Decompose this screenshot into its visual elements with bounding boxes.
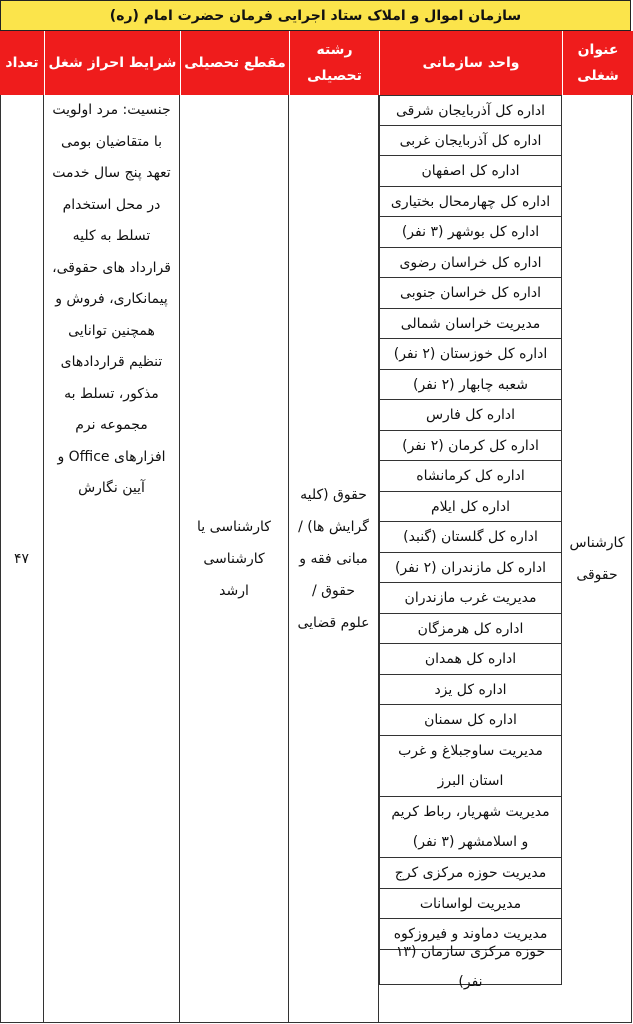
org-unit-item: مدیریت حوزه مرکزی کرج xyxy=(379,858,562,889)
job-title-cell: کارشناس حقوقی xyxy=(569,534,625,583)
org-unit-item: اداره کل گلستان (گنبد) xyxy=(379,522,562,553)
requirements-text: جنسیت: مرد اولویت با متقاضیان بومی تعهد پنج سال خدمت در محل استخدام تسلط به کلیه قرارداد های حقوقی، پیمانکاری، فروش و همچنین توانایی تنظیم قراردادهای مذکور، تسلط به مجموعه نرم افزارهای Office و آیین نگارش xyxy=(52,102,171,496)
org-unit-item: اداره کل هرمزگان xyxy=(379,614,562,644)
org-unit-item: اداره کل آذربایجان غربی xyxy=(379,126,562,156)
header-requirements: شرایط احراز شغل xyxy=(44,31,180,95)
org-unit-item: مدیریت دماوند و فیروزکوه xyxy=(379,919,562,950)
org-unit-item: اداره کل اصفهان xyxy=(379,156,562,187)
org-unit-item: حوزه مرکزی سازمان (۱۳ نفر) xyxy=(379,950,562,985)
degree-cell: کارشناسی یا کارشناسی ارشد xyxy=(180,95,289,1022)
org-unit-item: مدیریت خراسان شمالی xyxy=(379,309,562,339)
org-unit-item: اداره کل خوزستان (۲ نفر) xyxy=(379,339,562,370)
org-unit-item: اداره کل یزد xyxy=(379,675,562,705)
header-job-title: عنوان شغلی xyxy=(562,31,633,95)
org-unit-item: اداره کل ایلام xyxy=(379,492,562,522)
org-unit-item: اداره کل چهارمحال بختیاری xyxy=(379,187,562,217)
count-cell: ۴۷ xyxy=(0,95,44,1022)
org-unit-item: اداره کل خراسان جنوبی xyxy=(379,278,562,309)
org-unit-item: مدیریت لواسانات xyxy=(379,889,562,919)
org-unit-item: اداره کل خراسان رضوی xyxy=(379,248,562,278)
page-title: سازمان اموال و املاک ستاد اجرایی فرمان حضرت امام (ره) xyxy=(0,0,631,31)
org-unit-item: شعبه چابهار (۲ نفر) xyxy=(379,370,562,400)
header-major: رشته تحصیلی xyxy=(289,31,379,95)
org-unit-item: اداره کل مازندران (۲ نفر) xyxy=(379,553,562,583)
header-degree: مقطع تحصیلی xyxy=(180,31,289,95)
org-unit-item: اداره کل کرمان (۲ نفر) xyxy=(379,431,562,461)
org-unit-item: اداره کل سمنان xyxy=(379,705,562,736)
major-cell: حقوق (کلیه گرایش ها) / مبانی فقه و حقوق / علوم قضایی xyxy=(289,95,379,1022)
org-unit-item: مدیریت شهریار، رباط کریم و اسلامشهر (۳ نفر) xyxy=(379,797,562,858)
header-count: تعداد xyxy=(0,31,44,95)
org-unit-item: مدیریت غرب مازندران xyxy=(379,583,562,614)
org-unit-list xyxy=(379,95,562,990)
org-unit-item: اداره کل بوشهر (۳ نفر) xyxy=(379,217,562,248)
org-unit-item: اداره کل کرمانشاه xyxy=(379,461,562,492)
org-unit-item: اداره کل همدان xyxy=(379,644,562,675)
requirements-cell xyxy=(44,95,180,1022)
org-unit-item: اداره کل فارس xyxy=(379,400,562,431)
header-org-unit: واحد سازمانی xyxy=(379,31,562,95)
org-unit-item: مدیریت ساوجبلاغ و غرب استان البرز xyxy=(379,736,562,797)
org-unit-item: اداره کل آذربایجان شرقی xyxy=(379,95,562,126)
